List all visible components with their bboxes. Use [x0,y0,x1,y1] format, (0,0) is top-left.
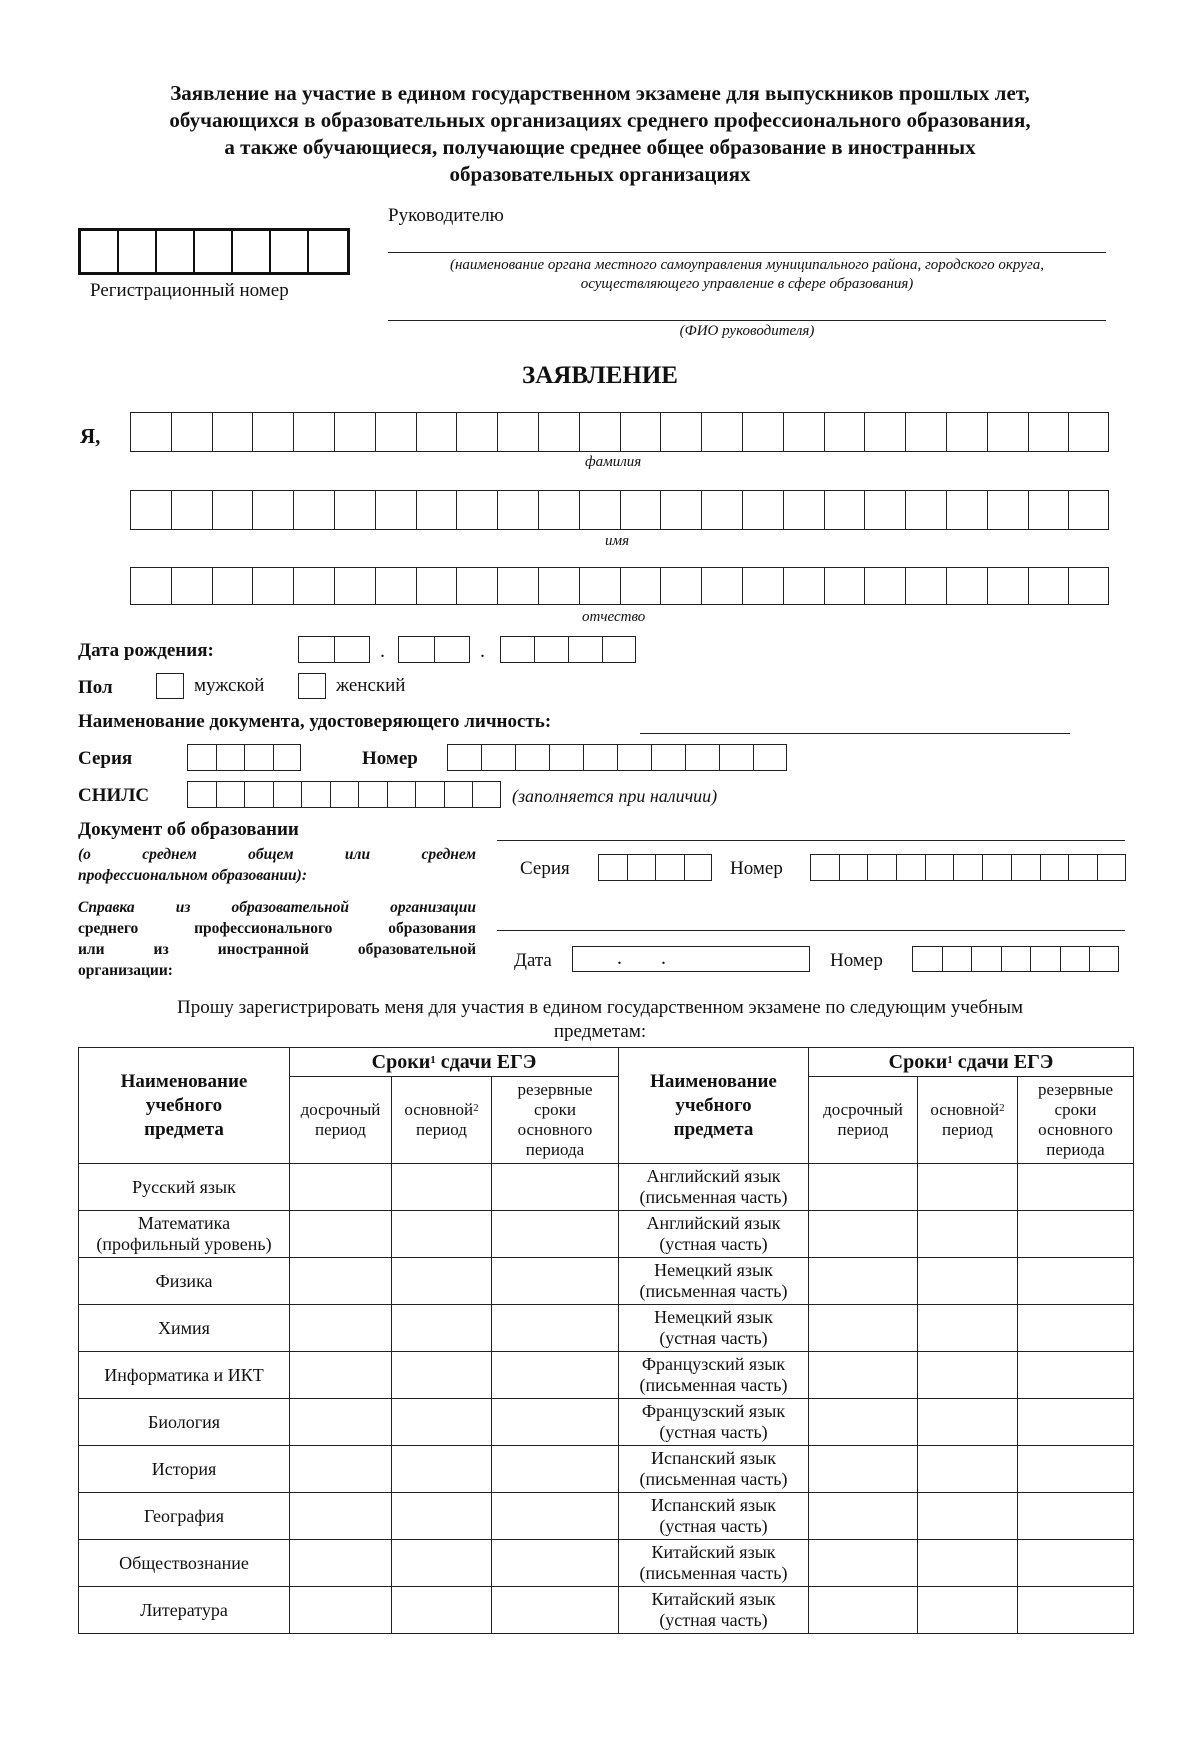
char-box[interactable] [905,490,946,530]
early-period-cell[interactable] [809,1352,918,1399]
char-box[interactable] [783,490,824,530]
char-box[interactable] [839,854,868,881]
reserve-period-cell[interactable] [492,1305,619,1352]
subject-name-right: Испанский язык (устная часть) [619,1493,809,1540]
subjects-table [78,1047,1134,1634]
char-box[interactable] [701,490,742,530]
main-period-header: основной$^2$ период [392,1077,492,1164]
char-box[interactable] [187,781,216,808]
main-period-cell[interactable] [918,1164,1018,1211]
char-box[interactable] [982,854,1011,881]
title-line-2: обучающихся в образовательных организациях среднего профессионального образования, [169,108,1031,132]
char-box[interactable] [273,744,302,771]
certificate-line[interactable] [497,930,1125,931]
early-period-cell[interactable] [809,1305,918,1352]
char-box[interactable] [244,781,273,808]
char-box[interactable] [1040,854,1069,881]
char-box[interactable] [824,567,865,605]
char-box[interactable] [301,781,330,808]
char-box[interactable] [583,744,617,771]
edu-number-boxes[interactable] [810,854,1126,881]
main-period-cell[interactable] [392,1540,492,1587]
main-period-cell[interactable] [918,1305,1018,1352]
char-box[interactable] [538,412,579,452]
early-period-cell[interactable] [290,1399,392,1446]
char-box[interactable] [375,567,416,605]
char-box[interactable] [651,744,685,771]
char-box[interactable] [1028,567,1069,605]
char-box[interactable] [867,854,896,881]
certificate-line-3: или из иностранной образовательной [78,941,476,958]
char-box[interactable] [617,744,651,771]
reserve-period-cell[interactable] [492,1540,619,1587]
id-document-line[interactable] [640,733,1070,734]
char-box[interactable] [252,567,293,605]
char-box[interactable] [810,854,839,881]
char-box[interactable] [627,854,656,881]
snils-note: (заполняется при наличии) [512,786,718,806]
name-boxes[interactable] [130,490,1109,530]
char-box[interactable] [515,744,549,771]
request-text-1: Прошу зарегистрировать меня для участия в едином государственном экзамене по следующим учебным [176,997,1023,1018]
char-box[interactable] [655,854,684,881]
table-row [79,1164,1134,1211]
char-box[interactable] [568,636,602,663]
reserve-period-cell[interactable] [492,1258,619,1305]
female-label: женский [336,675,406,696]
table-row [79,1211,1134,1258]
char-box[interactable] [685,744,719,771]
subject-name-right: Английский язык (устная часть) [619,1211,809,1258]
char-box[interactable] [252,490,293,530]
char-box[interactable] [375,412,416,452]
registration-number-boxes[interactable] [78,228,350,275]
subject-name-left: Литература [79,1587,290,1634]
char-box[interactable] [130,567,171,605]
char-box[interactable] [864,490,905,530]
name-caption: имя [605,533,630,549]
early-period-cell[interactable] [290,1493,392,1540]
reserve-period-cell[interactable] [492,1352,619,1399]
birth-date-label: Дата рождения: [78,640,214,661]
main-period-cell[interactable] [918,1211,1018,1258]
char-box[interactable] [1068,412,1109,452]
main-period-cell[interactable] [918,1540,1018,1587]
early-period-cell[interactable] [290,1587,392,1634]
main-period-cell[interactable] [918,1258,1018,1305]
main-period-cell[interactable] [918,1493,1018,1540]
char-box[interactable] [416,412,457,452]
char-box[interactable] [130,490,171,530]
main-period-cell[interactable] [392,1352,492,1399]
char-box[interactable] [358,781,387,808]
char-box[interactable] [742,490,783,530]
early-period-cell[interactable] [290,1211,392,1258]
recipient-label: Руководителю [388,205,504,226]
char-box[interactable] [912,946,942,972]
registration-number-label: Регистрационный номер [90,280,289,301]
reserve-period-cell[interactable] [1018,1399,1134,1446]
char-box[interactable] [244,744,273,771]
early-period-cell[interactable] [809,1399,918,1446]
char-box[interactable] [864,567,905,605]
char-box[interactable] [1060,946,1090,972]
char-box[interactable] [1028,412,1069,452]
id-document-label: Наименование документа, удостоверяющего личность: [78,711,552,732]
main-period-cell[interactable] [392,1305,492,1352]
education-doc-sub-1: (о среднем общем или среднем [78,846,476,863]
certificate-line-4: организации: [78,962,173,979]
cert-number-boxes[interactable] [912,946,1119,972]
table-row [79,1540,1134,1587]
reserve-period-cell[interactable] [1018,1587,1134,1634]
subject-name-left: Обществознание [79,1540,290,1587]
char-box[interactable] [171,567,212,605]
reserve-period-cell[interactable] [492,1211,619,1258]
reserve-period-cell[interactable] [492,1164,619,1211]
char-box[interactable] [579,567,620,605]
char-box[interactable] [753,744,787,771]
authority-name-line[interactable] [388,252,1106,253]
early-period-cell[interactable] [809,1164,918,1211]
main-period-cell[interactable] [392,1587,492,1634]
char-box[interactable] [212,412,253,452]
char-box[interactable] [375,490,416,530]
char-box[interactable] [946,567,987,605]
subject-name-left: География [79,1493,290,1540]
gender-label: Пол [78,677,113,698]
table-row [79,1493,1134,1540]
subject-name-left: Физика [79,1258,290,1305]
main-period-cell[interactable] [392,1493,492,1540]
patronymic-caption: отчество [582,609,646,625]
main-period-cell[interactable] [918,1352,1018,1399]
reserve-period-cell[interactable] [1018,1211,1134,1258]
cert-date-field[interactable]: . . [572,946,810,972]
char-box[interactable] [742,412,783,452]
char-box[interactable] [684,854,713,881]
id-series-label: Серия [78,748,133,769]
subject-name-right: Английский язык (письменная часть) [619,1164,809,1211]
char-box[interactable] [946,412,987,452]
char-box[interactable] [434,636,470,663]
statement-title: ЗАЯВЛЕНИЕ [522,362,678,389]
char-box[interactable] [334,636,370,663]
title-line-4: образовательных организациях [449,162,751,186]
char-box[interactable] [783,412,824,452]
char-box[interactable] [472,781,501,808]
char-box[interactable] [293,567,334,605]
edu-number-label: Номер [730,858,783,879]
char-box[interactable] [334,567,375,605]
char-box[interactable] [701,567,742,605]
char-box[interactable] [216,781,245,808]
char-box[interactable] [334,490,375,530]
subject-name-left: Русский язык [79,1164,290,1211]
char-box[interactable] [987,490,1028,530]
id-number-boxes[interactable] [447,744,787,771]
patronymic-boxes[interactable] [130,567,1109,605]
char-box[interactable] [212,567,253,605]
early-period-cell[interactable] [290,1446,392,1493]
char-box[interactable] [444,781,473,808]
char-box[interactable] [1001,946,1031,972]
early-period-cell[interactable] [809,1211,918,1258]
edu-series-label: Серия [520,858,570,879]
reserve-period-cell[interactable] [492,1399,619,1446]
birth-day-boxes[interactable] [298,636,370,663]
birth-year-boxes[interactable] [500,636,636,663]
char-box[interactable] [171,412,212,452]
edu-series-boxes[interactable] [598,854,712,881]
subject-name-left: Математика (профильный уровень) [79,1211,290,1258]
char-box[interactable] [416,567,457,605]
char-box[interactable] [971,946,1001,972]
early-period-cell[interactable] [809,1446,918,1493]
reserve-period-cell[interactable] [1018,1446,1134,1493]
subject-header-left: Наименование учебного предмета [79,1048,290,1164]
char-box[interactable] [416,490,457,530]
char-box[interactable] [456,490,497,530]
certificate-label [78,897,476,981]
surname-caption: фамилия [585,454,642,470]
char-box[interactable] [171,490,212,530]
main-period-cell[interactable] [392,1446,492,1493]
early-period-header: досрочный период [290,1077,392,1164]
subject-name-right: Немецкий язык (письменная часть) [619,1258,809,1305]
terms-header-left: Сроки$^1$ сдачи ЕГЭ [290,1048,619,1077]
male-checkbox[interactable] [156,673,184,699]
terms-header-right: Сроки$^1$ сдачи ЕГЭ [809,1048,1134,1077]
char-box[interactable] [481,744,515,771]
char-box[interactable] [534,636,568,663]
char-box[interactable] [398,636,434,663]
education-doc-line[interactable] [497,840,1125,841]
char-box[interactable] [216,744,245,771]
char-box[interactable] [742,567,783,605]
char-box[interactable] [252,412,293,452]
table-row [79,1352,1134,1399]
table-row [79,1305,1134,1352]
char-box[interactable] [620,490,661,530]
reserve-period-header: резервные сроки основного периода [492,1077,619,1164]
main-period-cell[interactable] [918,1399,1018,1446]
char-box[interactable] [1068,567,1109,605]
head-name-line[interactable] [388,320,1106,321]
subject-name-right: Испанский язык (письменная часть) [619,1446,809,1493]
char-box[interactable] [660,567,701,605]
table-row [79,1258,1134,1305]
reserve-period-cell[interactable] [1018,1164,1134,1211]
char-box[interactable] [905,412,946,452]
char-box[interactable] [946,490,987,530]
birth-month-boxes[interactable] [398,636,470,663]
subject-name-left: Информатика и ИКТ [79,1352,290,1399]
char-box[interactable] [497,490,538,530]
cert-number-label: Номер [830,950,883,971]
main-period-header-right: основной$^2$ период [918,1077,1018,1164]
reserve-period-cell[interactable] [1018,1352,1134,1399]
cert-date-label: Дата [514,950,552,971]
main-period-cell[interactable] [918,1446,1018,1493]
char-box[interactable] [500,636,534,663]
char-box[interactable] [719,744,753,771]
char-box[interactable] [925,854,954,881]
subject-name-right: Немецкий язык (устная часть) [619,1305,809,1352]
education-doc-label: Документ об образовании [78,819,299,840]
char-box[interactable] [953,854,982,881]
char-box[interactable] [579,412,620,452]
reserve-period-cell[interactable] [1018,1305,1134,1352]
char-box[interactable] [212,490,253,530]
char-box[interactable] [330,781,359,808]
char-box[interactable] [905,567,946,605]
char-box[interactable] [824,490,865,530]
reserve-period-cell[interactable] [1018,1493,1134,1540]
char-box[interactable] [130,412,171,452]
early-period-cell[interactable] [290,1540,392,1587]
char-box[interactable] [538,567,579,605]
i-prefix: Я, [80,424,101,448]
char-box[interactable] [701,412,742,452]
reserve-period-cell[interactable] [1018,1258,1134,1305]
table-row [79,1399,1134,1446]
char-box[interactable] [298,636,334,663]
title-line-3: а также обучающиеся, получающие среднее общее образование в иностранных [224,135,976,159]
form-title [60,80,1140,188]
education-doc-sub-2: профессиональном образовании): [78,867,307,884]
char-box[interactable] [896,854,925,881]
authority-note-2: осуществляющего управление в сфере образования) [580,276,914,292]
char-box[interactable] [1068,854,1097,881]
early-period-cell[interactable] [809,1493,918,1540]
main-period-cell[interactable] [918,1587,1018,1634]
female-checkbox[interactable] [298,673,326,699]
male-label: мужской [194,675,265,696]
char-box[interactable] [987,412,1028,452]
char-box[interactable] [864,412,905,452]
subject-name-left: Биология [79,1399,290,1446]
early-period-cell[interactable] [809,1587,918,1634]
early-period-cell[interactable] [290,1164,392,1211]
char-box[interactable] [415,781,444,808]
subject-name-right: Французский язык (письменная часть) [619,1352,809,1399]
early-period-cell[interactable] [290,1258,392,1305]
reserve-period-cell[interactable] [492,1587,619,1634]
snils-boxes[interactable] [187,781,501,808]
main-period-cell[interactable] [392,1258,492,1305]
id-number-label: Номер [362,748,418,769]
main-period-cell[interactable] [392,1164,492,1211]
id-series-boxes[interactable] [187,744,301,771]
subject-header-right: Наименование учебного предмета [619,1048,809,1164]
early-period-cell[interactable] [290,1305,392,1352]
reserve-period-cell[interactable] [492,1446,619,1493]
char-box[interactable] [1097,854,1126,881]
request-text-2: предметам: [553,1021,647,1042]
subject-name-left: Химия [79,1305,290,1352]
reserve-period-cell[interactable] [492,1493,619,1540]
main-period-cell[interactable] [392,1399,492,1446]
char-box[interactable] [579,490,620,530]
table-row [79,1587,1134,1634]
char-box[interactable] [456,412,497,452]
char-box[interactable] [387,781,416,808]
char-box[interactable] [1011,854,1040,881]
char-box[interactable] [334,412,375,452]
subject-name-right: Китайский язык (письменная часть) [619,1540,809,1587]
char-box[interactable] [660,490,701,530]
snils-label: СНИЛС [78,785,150,806]
subject-name-right: Китайский язык (устная часть) [619,1587,809,1634]
char-box[interactable] [602,636,636,663]
char-box[interactable] [538,490,579,530]
char-box[interactable] [549,744,583,771]
certificate-line-1: Справка из образовательной организации [78,899,476,916]
main-period-cell[interactable] [392,1211,492,1258]
head-name-note: (ФИО руководителя) [679,323,815,339]
reserve-period-cell[interactable] [1018,1540,1134,1587]
subject-name-right: Французский язык (устная часть) [619,1399,809,1446]
char-box[interactable] [783,567,824,605]
char-box[interactable] [942,946,972,972]
char-box[interactable] [824,412,865,452]
certificate-line-2: среднего профессионального образования [78,920,476,937]
char-box[interactable] [293,412,334,452]
char-box[interactable] [620,412,661,452]
early-period-cell[interactable] [290,1352,392,1399]
char-box[interactable] [293,490,334,530]
char-box[interactable] [598,854,627,881]
char-box[interactable] [1068,490,1109,530]
reserve-period-header-right: резервные сроки основного периода [1018,1077,1134,1164]
title-line-1: Заявление на участие в едином государственном экзамене для выпускников прошлых лет, [170,81,1030,105]
authority-note-1: (наименование органа местного самоуправления муниципального района, городского округа, [450,257,1044,273]
char-box[interactable] [497,412,538,452]
table-row [79,1446,1134,1493]
early-period-header-right: досрочный период [809,1077,918,1164]
char-box[interactable] [660,412,701,452]
char-box[interactable] [187,744,216,771]
char-box[interactable] [273,781,302,808]
subject-name-left: История [79,1446,290,1493]
char-box[interactable] [1030,946,1060,972]
char-box[interactable] [987,567,1028,605]
char-box[interactable] [497,567,538,605]
char-box[interactable] [1028,490,1069,530]
char-box[interactable] [1089,946,1119,972]
early-period-cell[interactable] [809,1540,918,1587]
char-box[interactable] [447,744,481,771]
surname-boxes[interactable] [130,412,1109,452]
char-box[interactable] [456,567,497,605]
early-period-cell[interactable] [809,1258,918,1305]
char-box[interactable] [620,567,661,605]
